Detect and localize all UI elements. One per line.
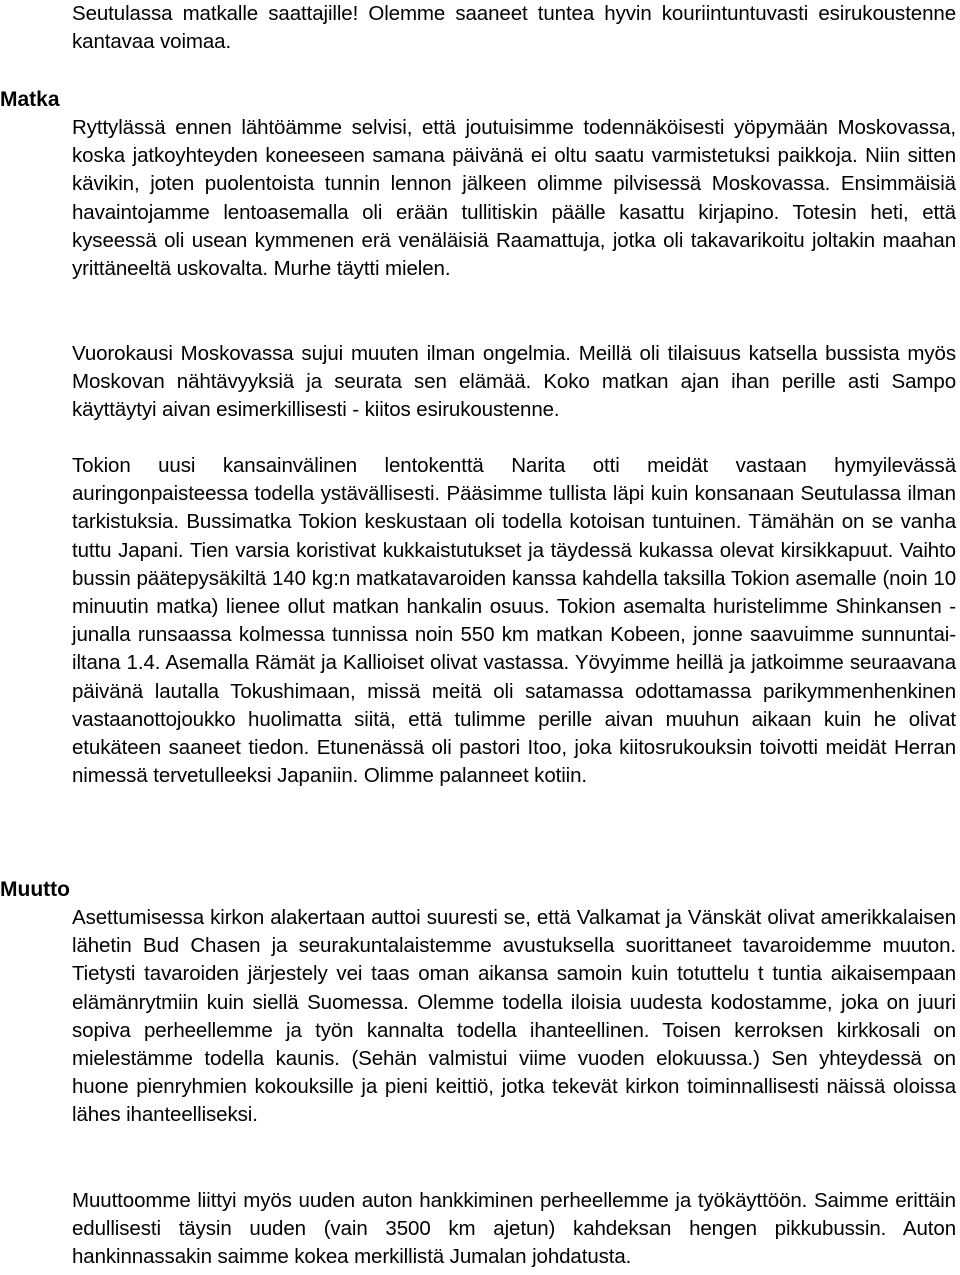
muutto-paragraph-1: Asettumisessa kirkon alakertaan auttoi suuresti se, että Valkamat ja Vänskät olivat amerikkalaisen lähetin Bud Chasen ja seurakuntalaistemme avustuksella suorittaneet tavaroidemme muuton. Tietysti tavaroiden järjestely vei taas oman aikansa samoin kuin totuttelu t tuntia aikaisempaan elämänrytmiin kuin siellä Suomessa. Olemme todella iloisia uudesta kodostamme, joka on juuri sopiva perheellemme ja työn kannalta todella ihanteellinen. Toisen kerroksen kirkkosali on mielestämme todella kaunis. (Sehän valmistui viime vuoden elokuussa.) Sen yhteydessä on huone pienryhmien kokouksille ja pieni keittiö, jotka tekevät kirkon toiminnallisesti näissä oloissa lähes ihanteelliseksi.: [72, 906, 956, 1127]
section-heading-matka: Matka: [0, 88, 60, 111]
intro-paragraph: Seutulassa matkalle saattajille! Olemme saaneet tuntea hyvin kouriintuntuvasti esirukoustenne kantavaa voimaa.: [72, 2, 956, 54]
section-heading-muutto: Muutto: [0, 878, 70, 901]
matka-paragraph-2: Vuorokausi Moskovassa sujui muuten ilman ongelmia. Meillä oli tilaisuus katsella bussista myös Moskovan nähtävyyksiä ja seurata sen elämää. Koko matkan ajan ihan perille asti Sampo käyttäytyi aivan esimerkillisesti - kiitos esirukoustenne.: [72, 342, 956, 422]
matka-paragraph-1: Ryttylässä ennen lähtöämme selvisi, että joutuisimme todennäköisesti yöpymään Moskovassa, koska jatkoyhteyden koneeseen samana päivänä ei oltu saatu varmistetuksi paikkoja. Niin sitten kävikin, joten puolentoista tunnin lennon jälkeen olimme pilvisessä Moskovassa. Ensimmäisiä havaintojamme lentoasemalla oli erään tullitiskin päälle kasattu kirjapino. Totesin heti, että kyseessä oli usean kymmenen erä venäläisiä Raamattuja, jotka oli takavarikoitu joltakin maahan yrittäneeltä uskovalta. Murhe täytti mielen.: [72, 116, 956, 281]
muutto-paragraph-2: Muuttoomme liittyi myös uuden auton hankkiminen perheellemme ja työkäyttöön. Saimme erittäin edullisesti täysin uuden (vain 3500 km ajetun) kahdeksan hengen pikkubussin. Auton hankinnassakin saimme kokea merkillistä Jumalan johdatusta.: [72, 1189, 956, 1269]
matka-paragraph-3: Tokion uusi kansainvälinen lentokenttä Narita otti meidät vastaan hymyilevässä auringonpaisteessa todella ystävällisesti. Pääsimme tullista läpi kuin konsanaan Seutulassa ilman tarkistuksia. Bussimatka Tokion keskustaan oli todella kotoisan tuntuinen. Tämähän on se vanha tuttu Japani. Tien varsia koristivat kukkaistutukset ja täydessä kukassa olevat kirsikkapuut. Vaihto bussin päätepysäkiltä 140 kg:n matkatavaroiden kanssa kahdella taksilla Tokion asemalle (noin 10 minuutin matka) lienee ollut matkan hankalin osuus. Tokion asemalta huristelimme Shinkansen -junalla runsaassa kolmessa tunnissa noin 550 km matkan Kobeen, jonne saavuimme sunnuntai-iltana 1.4. Asemalla Rämät ja Kallioiset olivat vastassa. Yövyimme heillä ja jatkoimme seuraavana päivänä lautalla Tokushimaan, missä meitä oli satamassa odottamassa parikymmenhenkinen vastaanottojoukko huolimatta siitä, että tulimme perille aivan muuhun aikaan kuin he olivat etukäteen saaneet tiedon. Etunenässä oli pastori Itoo, joka kiitosrukouksin toivotti meidät Herran nimessä tervetulleeksi Japaniin. Olimme palanneet kotiin.: [72, 454, 956, 788]
